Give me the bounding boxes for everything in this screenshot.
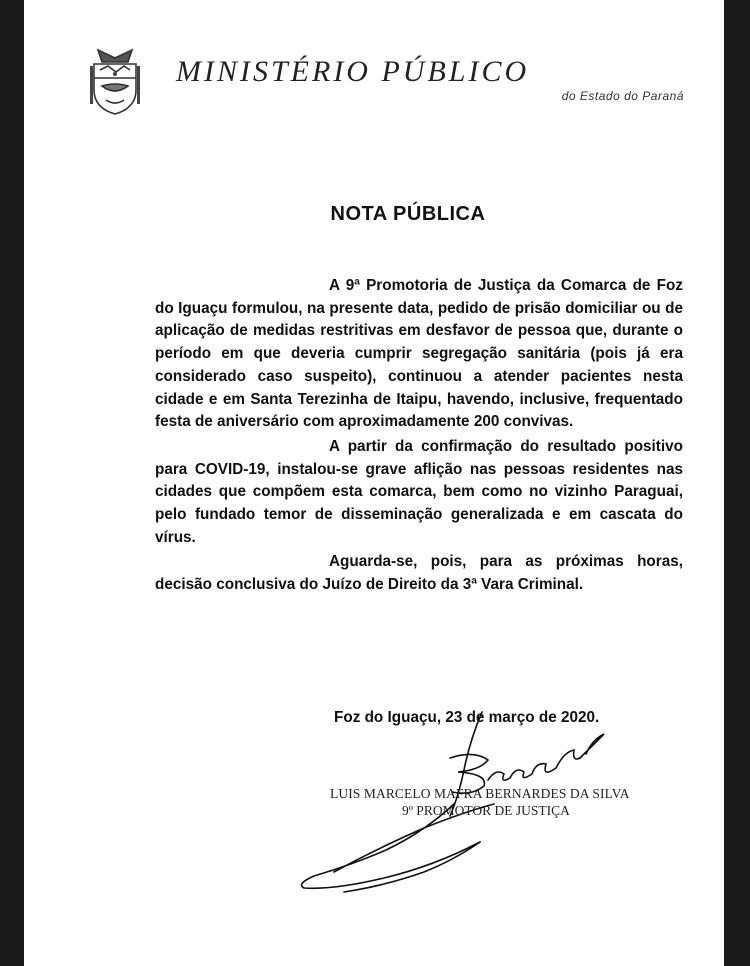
paragraph: A partir da confirmação do resultado positivo para COVID-19, instalou-se grave aflição nas pessoas residentes nas cidades que compõem esta comarca, bem como no vizinho Paraguai, pelo fundado temor de disseminação generalizada e em cascata do vírus. bbox=[155, 437, 683, 546]
paragraph: A 9ª Promotoria de Justiça da Comarca de Foz do Iguaçu formulou, na presente data, pedido de prisão domiciliar ou de aplicação de medidas restritivas em desfavor de pessoa que, durante o período em que deveria cumprir segregação sanitária (pois já era considerado caso suspeito), continuou a atender pacientes nesta cidade e em Santa Terezinha de Itaipu, havendo, inclusive, frequentado festa de aniversário com aproximadamente 200 convivas. bbox=[155, 277, 683, 431]
signer-name: LUIS MARCELO MAFRA BERNARDES DA SILVA bbox=[330, 786, 630, 801]
letterhead bbox=[24, 0, 724, 130]
document-page bbox=[24, 0, 724, 966]
date-line: Foz do Iguaçu, 23 de março de 2020. bbox=[334, 709, 600, 726]
signer-role: 9º PROMOTOR DE JUSTIÇA bbox=[402, 803, 570, 818]
organization-name: MINISTÉRIO PÚBLICO bbox=[176, 55, 530, 88]
document-body bbox=[155, 275, 683, 599]
coat-of-arms-icon bbox=[88, 46, 142, 116]
organization-subtitle: do Estado do Paraná bbox=[561, 89, 684, 103]
document-title: NOTA PÚBLICA bbox=[330, 203, 486, 225]
paragraph: Aguarda-se, pois, para as próximas horas, decisão conclusiva do Juízo de Direito da 3ª Vara Criminal. bbox=[155, 553, 683, 594]
